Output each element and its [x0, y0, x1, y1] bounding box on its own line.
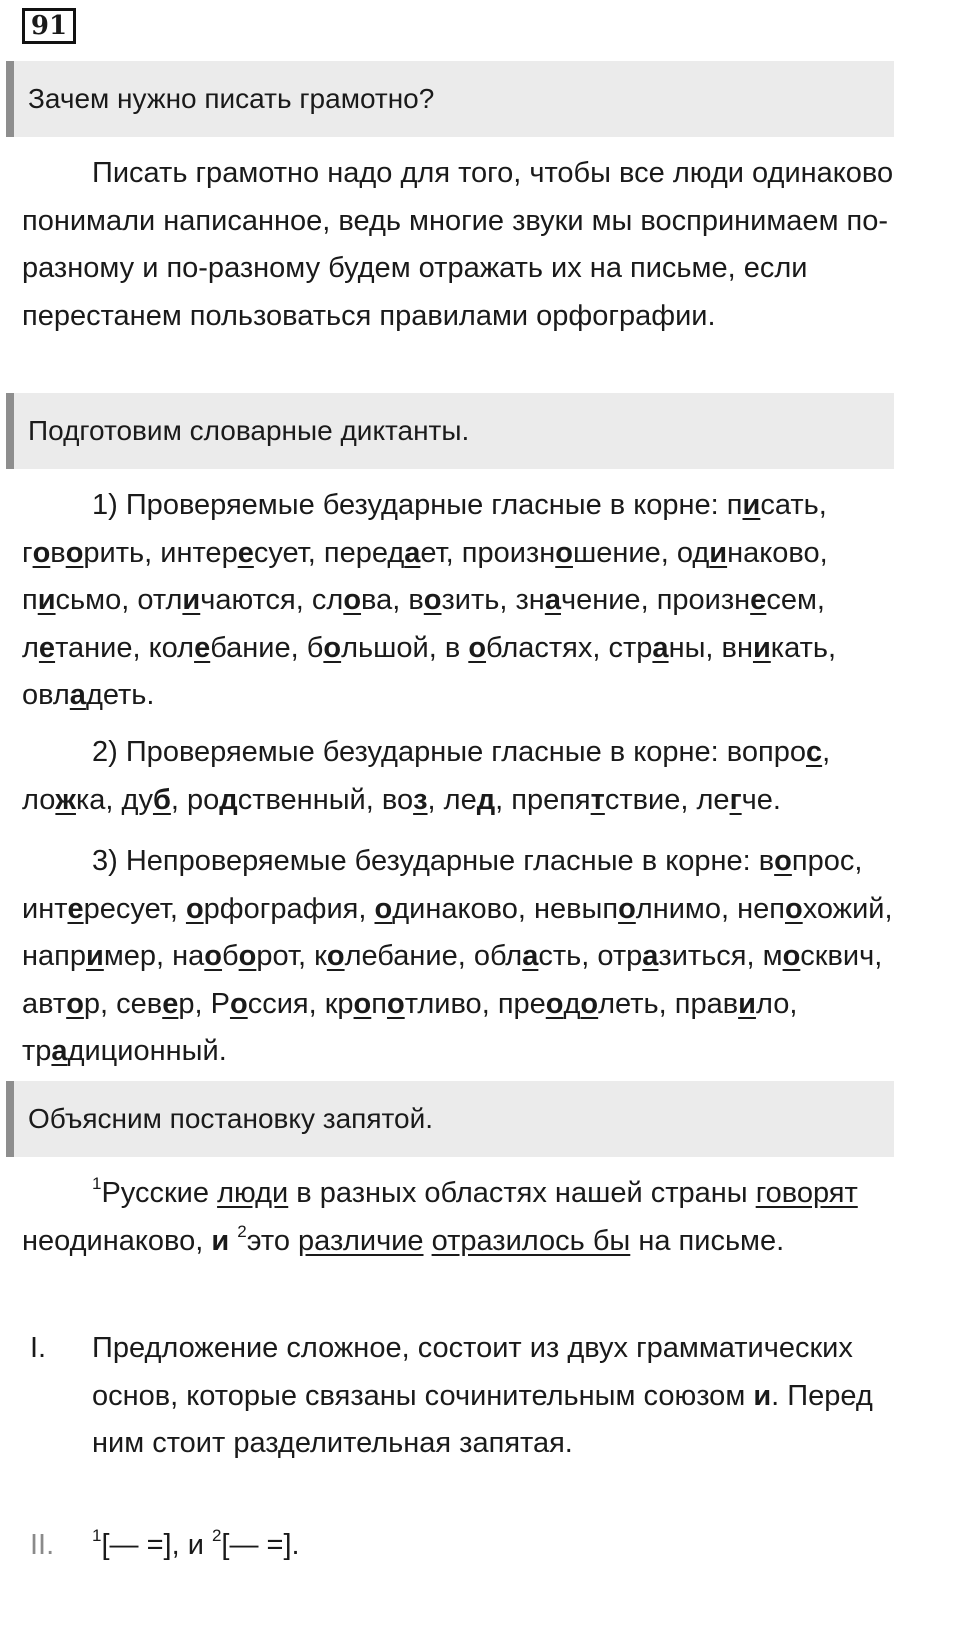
dictation-word: традиционный [22, 1035, 219, 1067]
sentence-word: в разных областях нашей страны [296, 1177, 748, 1209]
highlighted-letter: о [618, 892, 636, 925]
highlighted-letter: а [522, 940, 539, 972]
highlighted-letter: г [729, 783, 742, 816]
sup-1: 1 [92, 1174, 102, 1193]
highlighted-letter: е [750, 584, 767, 616]
dictation-word: говорить [22, 536, 145, 569]
dictation-word: дуб [121, 783, 171, 816]
dictation-2 [22, 729, 922, 824]
list-bold: и [753, 1379, 772, 1412]
dictation-word: произнесем [656, 584, 817, 616]
highlighted-letter: д [219, 783, 238, 816]
highlighted-letter: о [580, 987, 599, 1020]
dictation-word: родственный [187, 783, 366, 816]
dictation-word: овладеть [22, 679, 147, 711]
dictation-3-words: вопрос, интересует, орфография, одинаково, невыполнимо, непохожий, например, наоборот, колебание, область, отразиться, москвич, автор, север, Россия, кропотливо, преодолеть, правило, традиционный. [22, 845, 893, 1067]
dictation-1 [22, 482, 922, 720]
highlighted-letter: и [37, 584, 56, 616]
scheme-sup-1: 1 [92, 1526, 102, 1545]
highlighted-letter: а [642, 940, 659, 972]
dictation-word: область [473, 940, 582, 972]
highlighted-letter: т [590, 783, 605, 816]
dictation-word: Россия [210, 987, 309, 1020]
dictation-word: вопрос [758, 845, 855, 877]
section-header-dictation: Подготовим словарные диктанты. [6, 393, 894, 469]
dictation-word: преодолеть [497, 987, 659, 1020]
dictation-word: письмо [22, 584, 122, 616]
dictation-word: значение [515, 584, 641, 616]
highlighted-letter: е [162, 987, 179, 1020]
predicate-2: отразилось бы [431, 1224, 631, 1257]
dictation-word: интересует [160, 536, 308, 569]
dictation-word: отличаются [137, 584, 296, 616]
scheme-part: [— =]. [221, 1529, 300, 1561]
highlighted-letter: а [652, 631, 669, 664]
highlighted-letter: о [238, 940, 257, 972]
dictation-3-label: 3) Непроверяемые безударные гласные в корне: [92, 845, 751, 877]
dictation-2-label: 2) Проверяемые безударные гласные в корне: [92, 736, 719, 768]
highlighted-letter: з [413, 783, 428, 816]
list-text: Предложение сложное, состоит из двух грамматических основ, которые связаны сочинительным союзом [92, 1332, 853, 1412]
dictation-word: возить [408, 584, 500, 616]
dictation-word: автор [22, 987, 101, 1020]
highlighted-letter: о [774, 845, 792, 877]
dictation-word: колебание [148, 631, 291, 664]
highlighted-letter: е [67, 892, 84, 925]
highlighted-letter: е [194, 631, 211, 664]
dictation-word: север [116, 987, 195, 1020]
list-item-1 [92, 1325, 892, 1468]
dictation-word: препятствие [511, 783, 681, 816]
highlighted-letter: е [38, 631, 56, 664]
dictation-word: вопрос [726, 736, 823, 768]
subject-2: различие [298, 1224, 424, 1257]
highlighted-letter: о [326, 940, 345, 972]
highlighted-letter: и [182, 584, 201, 616]
sup-2: 2 [237, 1221, 247, 1241]
dictation-word: отразиться [597, 940, 747, 972]
highlighted-letter: б [152, 783, 171, 816]
list-text: . Перед ним стоит разделительная запятая. [92, 1379, 873, 1459]
highlighted-letter: о [386, 987, 405, 1020]
dictation-word: передает [323, 536, 446, 569]
dictation-3 [22, 838, 922, 1076]
dictation-1-words: писать, говорить, интересует, передает, произношение, одинаково, письмо, отличаются, слова, возить, значение, произнесем, летание, колебание, большой, в областях, страны, вникать, овладеть. [22, 489, 837, 711]
scheme-sup-2: 2 [211, 1526, 222, 1545]
dictation-word: страны [608, 631, 706, 664]
highlighted-letter: а [69, 679, 86, 711]
section-header-comma: Объясним постановку запятой. [6, 1081, 894, 1157]
highlighted-letter: о [32, 536, 51, 569]
highlighted-letter: а [51, 1035, 68, 1067]
highlighted-letter: о [343, 584, 362, 616]
dictation-word: москвич [762, 940, 875, 972]
sentence-word: Русские [101, 1177, 210, 1209]
dictation-word: в областях [444, 631, 593, 664]
dictation-word: произношение [461, 536, 661, 569]
highlighted-letter: о [468, 631, 487, 664]
highlighted-letter: и [85, 940, 104, 972]
sentence-word: на письме. [638, 1224, 785, 1257]
dictation-word: невыполнимо [533, 892, 721, 925]
dictation-1-label: 1) Проверяемые безударные гласные в корне: [92, 489, 719, 521]
highlighted-letter: и [738, 987, 756, 1020]
highlighted-letter: о [782, 940, 801, 972]
highlighted-letter: о [545, 987, 564, 1020]
dictation-word: ложка [22, 783, 106, 816]
highlighted-letter: о [323, 631, 342, 664]
highlighted-letter: с [805, 736, 823, 768]
dictation-word: большой [306, 631, 429, 664]
analyzed-sentence [22, 1170, 922, 1265]
dictation-word: лед [443, 783, 496, 816]
dictation-word: правило [674, 987, 790, 1020]
dictation-word: воз [381, 783, 428, 816]
highlighted-letter: о [423, 584, 442, 616]
dictation-word: одинаково [374, 892, 518, 925]
predicate-1: говорят [755, 1177, 858, 1209]
dictation-word: легче [696, 783, 773, 816]
highlighted-letter: о [353, 987, 372, 1020]
answer-paragraph: Писать грамотно надо для того, чтобы все люди одинаково понимали написанное, ведь многие звуки мы воспринимаем по-разному и по-разному будем отражать их на письме, если перестанем пользоваться правилами орфографии. [22, 157, 894, 332]
dictation-word: летание [22, 631, 133, 664]
conjunction: и [211, 1224, 230, 1257]
dictation-word: слова [311, 584, 393, 616]
highlighted-letter: о [784, 892, 803, 925]
highlighted-letter: о [204, 940, 223, 972]
dictation-2-words: вопрос, ложка, дуб, родственный, воз, лед, препятствие, легче. [22, 736, 831, 816]
highlighted-letter: о [66, 987, 84, 1020]
list-label-1: I. [30, 1332, 47, 1364]
highlighted-letter: е [237, 536, 254, 569]
dictation-word: кропотливо [324, 987, 482, 1020]
exercise-number: 91 [22, 8, 76, 44]
dictation-word: одинаково [676, 536, 820, 569]
dictation-word: непохожий [737, 892, 885, 925]
highlighted-letter: о [229, 987, 248, 1020]
subject-1: люди [217, 1177, 289, 1209]
highlighted-letter: и [709, 536, 728, 569]
scheme-part: [— =], и [101, 1529, 212, 1561]
dictation-word: интересует [22, 892, 170, 925]
highlighted-letter: о [65, 536, 84, 569]
highlighted-letter: а [544, 584, 561, 616]
dictation-word: вникать [721, 631, 829, 664]
highlighted-letter: ж [55, 783, 76, 816]
sentence-word: неодинаково, [22, 1224, 204, 1257]
dictation-word: орфография [185, 892, 359, 925]
highlighted-letter: а [404, 536, 421, 569]
dictation-word: колебание [314, 940, 458, 972]
section-header-why: Зачем нужно писать грамотно? [6, 61, 894, 137]
dictation-word: писать [726, 489, 819, 521]
highlighted-letter: д [476, 783, 496, 816]
highlighted-letter: о [374, 892, 393, 925]
list-item-2-scheme [92, 1522, 892, 1570]
sentence-word: это [246, 1224, 290, 1257]
dictation-word: например [22, 940, 157, 972]
highlighted-letter: и [742, 489, 761, 521]
list-label-2: II. [30, 1529, 55, 1561]
highlighted-letter: и [752, 631, 771, 664]
highlighted-letter: о [185, 892, 204, 925]
highlighted-letter: о [555, 536, 573, 569]
dictation-word: наоборот [172, 940, 299, 972]
